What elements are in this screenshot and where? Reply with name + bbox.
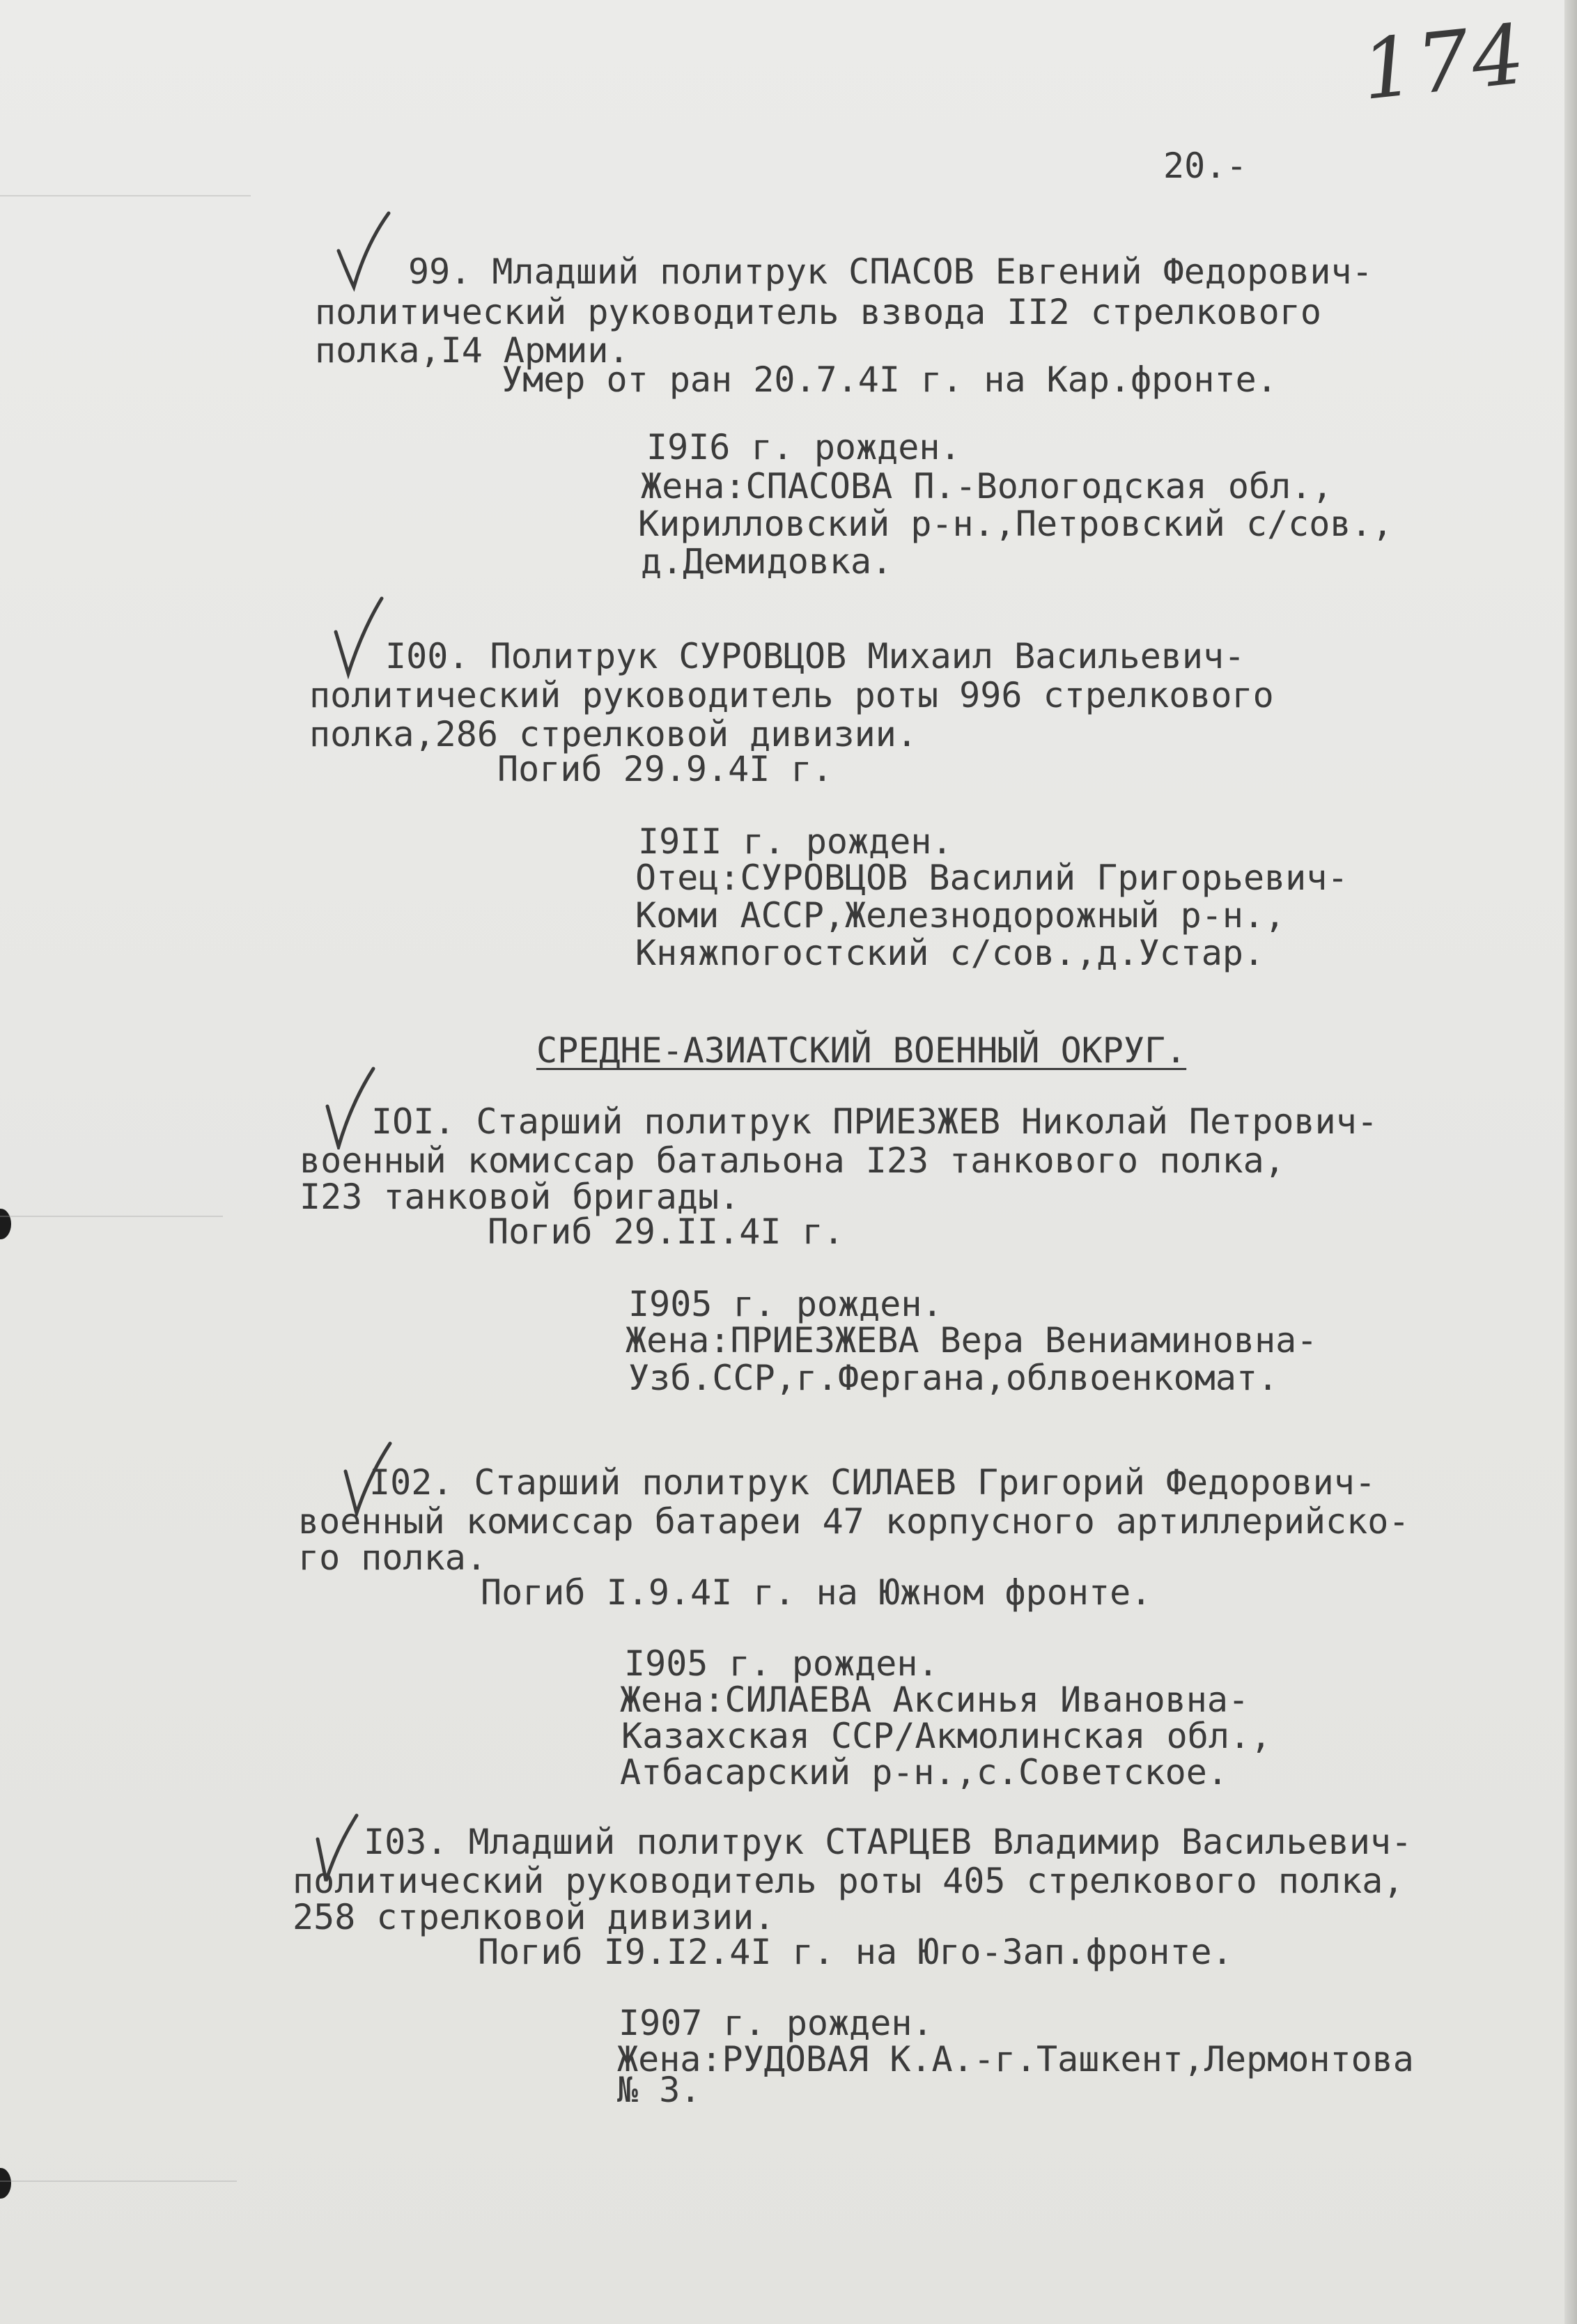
entry-detail-line: I9I6 г. рожден. — [646, 427, 961, 467]
entry-death-line: Погиб 29.II.4I г. — [488, 1211, 844, 1252]
binding-hole — [0, 1209, 11, 1239]
entry-body-line: полка,I4 Армии. — [315, 330, 630, 371]
entry-detail-line: Княжпогостский с/сов.,д.Устар. — [635, 933, 1265, 973]
entry-header-line: IOI. Старший политрук ПРИЕЗЖЕВ Николай Петрович- — [371, 1101, 1378, 1142]
entry-death-line: Погиб 29.9.4I г. — [497, 749, 833, 789]
entry-body-line: военный комиссар батареи 47 корпусного артиллерийско- — [298, 1501, 1410, 1542]
entry-detail-line: Атбасарский р-н.,с.Советское. — [620, 1752, 1228, 1792]
entry-header-line: I00. Политрук СУРОВЦОВ Михаил Васильевич- — [385, 636, 1245, 676]
entry-detail-line: Жена:СПАСОВА П.-Вологодская обл., — [641, 466, 1333, 506]
entry-body-line: политический руководитель взвода II2 стрелкового — [315, 292, 1321, 332]
entry-detail-line: Жена:ПРИЕЗЖЕВА Вера Вениаминовна- — [626, 1320, 1318, 1361]
entry-detail-line: I905 г. рожден. — [624, 1643, 939, 1684]
entry-body-line: политический руководитель роты 405 стрелкового полка, — [293, 1861, 1404, 1901]
entry-body-line: военный комиссар батальона I23 танкового полка, — [300, 1140, 1285, 1181]
checkmark-icon — [333, 209, 396, 293]
page-number: 20.- — [1163, 146, 1248, 186]
paper-crease — [0, 1216, 223, 1217]
section-heading: СРЕДНЕ-АЗИАТСКИЙ ВОЕННЫЙ ОКРУГ. — [536, 1030, 1187, 1071]
paper-crease — [0, 2180, 237, 2182]
entry-body-line: I23 танковой бригады. — [300, 1177, 740, 1217]
entry-body-line: го полка. — [298, 1537, 487, 1578]
entry-body-line: политический руководитель роты 996 стрелкового — [309, 675, 1274, 715]
entry-death-line: Погиб I.9.4I г. на Южном фронте. — [481, 1572, 1152, 1613]
page-edge-shadow — [1564, 0, 1577, 2324]
entry-death-line: Погиб I9.I2.4I г. на Юго-Зап.фронте. — [478, 1932, 1233, 1972]
entry-detail-line: Жена:РУДОВАЯ К.А.-г.Ташкент,Лермонтова — [617, 2039, 1414, 2079]
entry-header-line: I03. Младший политрук СТАРЦЕВ Владимир Васильевич- — [364, 1822, 1413, 1862]
entry-body-line: полка,286 стрелковой дивизии. — [309, 714, 917, 754]
entry-death-line: Умер от ран 20.7.4I г. на Кар.фронте. — [502, 359, 1277, 400]
entry-header-line: I02. Старший политрук СИЛАЕВ Григорий Федорович- — [369, 1462, 1376, 1503]
checkmark-icon — [327, 596, 390, 679]
paper-crease — [0, 195, 251, 196]
entry-detail-line: I905 г. рожден. — [628, 1284, 943, 1324]
binding-hole — [0, 2168, 11, 2199]
entry-detail-line: Жена:СИЛАЕВА Аксинья Ивановна- — [620, 1680, 1250, 1720]
entry-detail-line: д.Демидовка. — [641, 541, 893, 582]
entry-detail-line: Узб.ССР,г.Фергана,облвоенкомат. — [628, 1358, 1279, 1398]
handwritten-folio-number: 174 — [1357, 5, 1532, 119]
entry-detail-line: Казахская ССР/Акмолинская обл., — [621, 1716, 1272, 1756]
entry-detail-line: Отец:СУРОВЦОВ Василий Григорьевич- — [635, 858, 1349, 898]
entry-detail-line: Коми АССР,Железнодорожный р-н., — [635, 895, 1286, 936]
entry-body-line: 258 стрелковой дивизии. — [293, 1897, 775, 1937]
entry-detail-line: № 3. — [617, 2070, 701, 2110]
entry-detail-line: I9II г. рожден. — [638, 821, 953, 862]
entry-detail-line: Кирилловский р-н.,Петровский с/сов., — [638, 504, 1393, 544]
entry-detail-line: I907 г. рожден. — [619, 2003, 933, 2043]
entry-header-line: 99. Младший политрук СПАСОВ Евгений Федорович- — [408, 251, 1373, 292]
